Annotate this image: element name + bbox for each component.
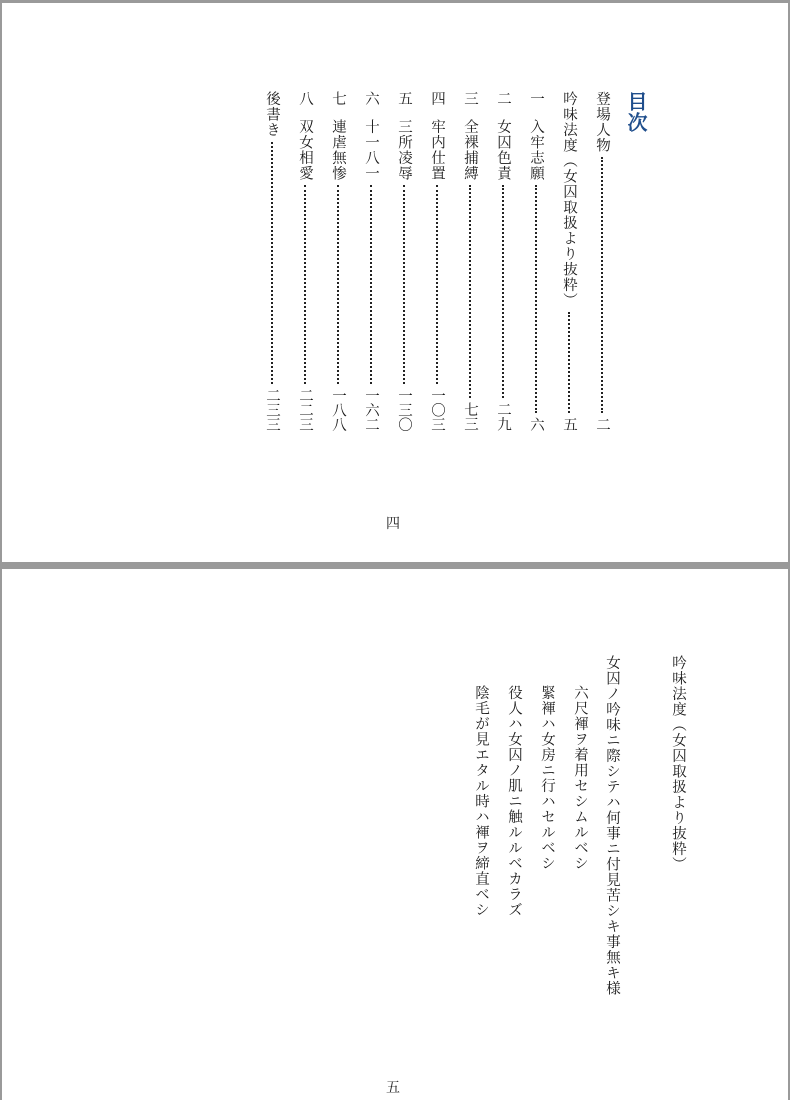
toc-entry-page: 六 <box>528 416 544 431</box>
toc-entry-label: 吟味法度（女囚取扱より抜粋） <box>561 91 577 308</box>
toc-entry-label: 入牢志願 <box>528 118 544 181</box>
toc-entry[interactable] <box>260 91 288 431</box>
toc-entry[interactable] <box>557 91 585 431</box>
toc-leader <box>568 312 570 413</box>
toc-entry-label: 女囚色責 <box>495 118 511 181</box>
toc-entry-label: 十一八一 <box>363 118 379 181</box>
toc-entry-page: 一六二 <box>363 387 379 431</box>
toc-leader <box>502 185 504 399</box>
toc-entry-number: 四 <box>429 91 445 106</box>
toc-leader <box>337 185 339 384</box>
toc-entry-label: 全裸捕縛 <box>462 118 478 181</box>
toc-leader <box>370 185 372 384</box>
regulation-heading: 吟味法度（女囚取扱より抜粋） <box>670 655 686 872</box>
toc-leader <box>271 142 273 384</box>
toc-entry-label: 後書き <box>264 91 280 138</box>
regulation-line: 六尺褌ヲ着用セシムルベシ <box>572 685 588 871</box>
toc-entry-page: 一〇三 <box>429 387 445 431</box>
toc-entry-label: 双女相愛 <box>297 118 313 181</box>
regulation-line: 陰毛が見エタル時ハ褌ヲ締直ベシ <box>473 685 489 918</box>
toc-entry-number: 六 <box>363 91 379 106</box>
page-number: 五 <box>386 1080 400 1096</box>
toc-entry-number: 七 <box>330 91 346 106</box>
toc-entry[interactable] <box>425 91 453 431</box>
toc-leader <box>436 185 438 384</box>
toc-title: 目次 <box>624 91 648 133</box>
toc-entry[interactable] <box>293 91 321 431</box>
toc-entry-page: 二九 <box>495 402 511 431</box>
toc-entry-page: 一八八 <box>330 387 346 431</box>
toc-entry-page: 一三〇 <box>396 387 412 431</box>
regulation-page <box>2 569 788 1100</box>
toc-entry-number: 二 <box>495 91 511 106</box>
page-number: 四 <box>386 516 400 532</box>
regulation-line: 緊褌ハ女房ニ行ハセルベシ <box>539 685 555 871</box>
toc-entry-number: 三 <box>462 91 478 106</box>
toc-entry-number: 八 <box>297 91 313 106</box>
regulation-line: 女囚ノ吟味ニ際シテハ何事ニ付見苦シキ事無キ様 <box>604 655 620 996</box>
toc-entry-page: 七三 <box>462 402 478 431</box>
toc-entry-label: 牢内仕置 <box>429 118 445 181</box>
toc-entry[interactable] <box>359 91 387 431</box>
toc-leader <box>403 185 405 384</box>
toc-entry[interactable] <box>392 91 420 431</box>
toc-entry[interactable] <box>524 91 552 431</box>
toc-entry-page: 二三三 <box>264 387 280 431</box>
toc-entry-label: 連虐無惨 <box>330 118 346 181</box>
toc-leader <box>304 185 306 384</box>
toc-entry[interactable] <box>491 91 519 431</box>
toc-leader <box>469 185 471 399</box>
toc-entry-page: 五 <box>561 416 577 431</box>
toc-entry-page: 二二三 <box>297 387 313 431</box>
toc-entry-number: 一 <box>528 91 544 106</box>
toc-entry-number: 五 <box>396 91 412 106</box>
regulation-line: 役人ハ女囚ノ肌ニ触ルルベカラズ <box>506 685 522 918</box>
toc-entry-label: 三所凌辱 <box>396 118 412 181</box>
toc-entry-label: 登場人物 <box>594 91 610 153</box>
toc-entry[interactable] <box>590 91 618 431</box>
toc-entry-page: 二 <box>594 416 610 431</box>
toc-leader <box>535 185 537 413</box>
toc-entry[interactable] <box>326 91 354 431</box>
toc-entry[interactable] <box>458 91 486 431</box>
toc-leader <box>601 157 603 413</box>
toc-page <box>2 3 788 562</box>
